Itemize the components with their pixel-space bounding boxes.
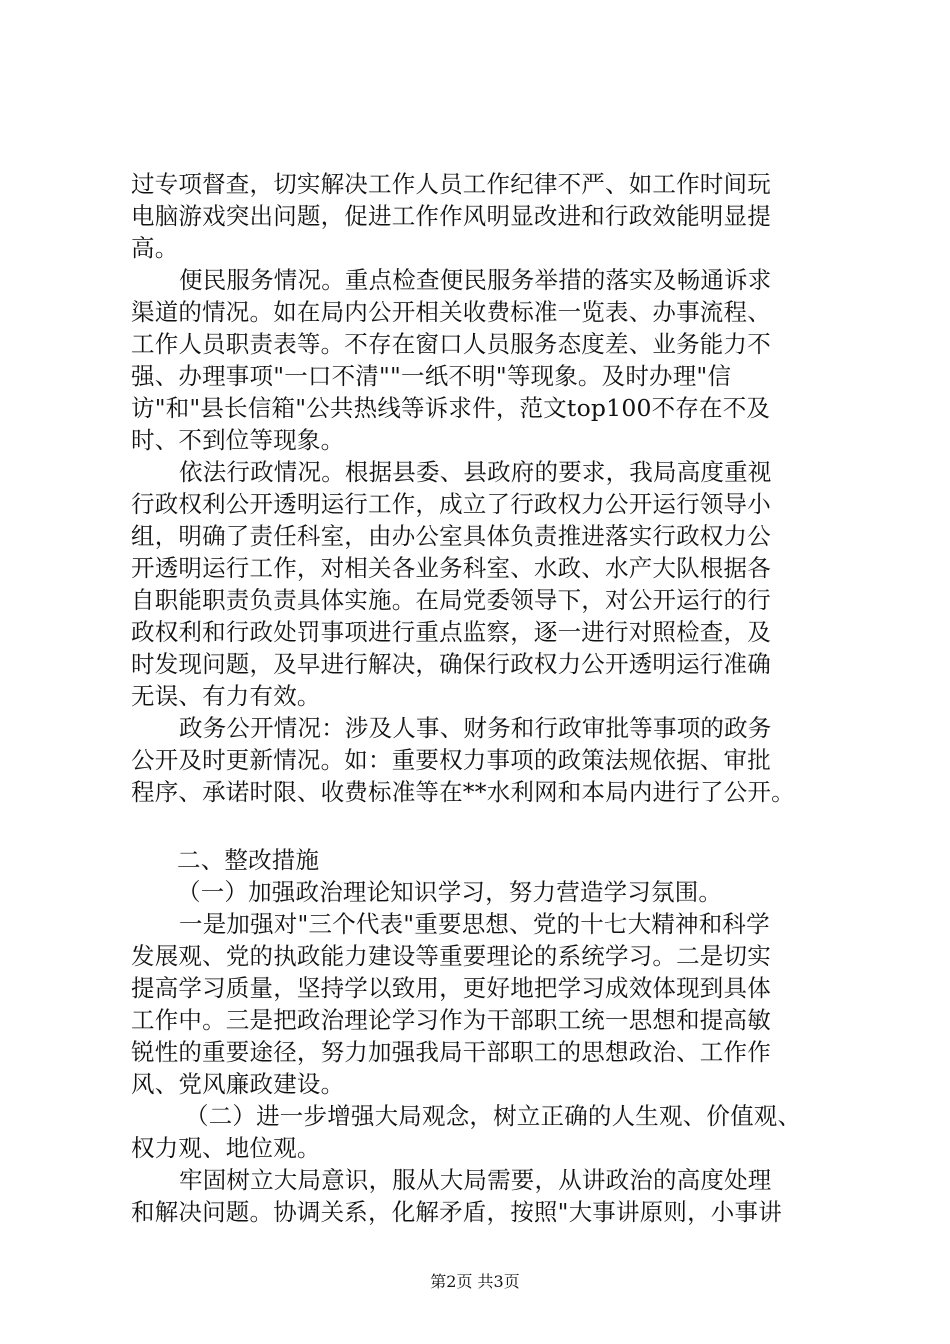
document-body [131,168,841,1228]
text-line: 访"和"县长信箱"公共热线等诉求件，范文top100不存在不及 [131,394,771,422]
text-line: 时发现问题，及早进行解决，确保行政权力公开透明运行准确 [131,650,771,678]
text-line: 渠道的情况。如在局内公开相关收费标准一览表、办事流程、 [131,298,771,326]
text-line: 和解决问题。协调关系，化解矛盾，按照"大事讲原则，小事讲 [131,1198,782,1226]
text-line: 时、不到位等现象。 [131,426,345,454]
text-line: 工作中。三是把政治理论学习作为干部职工统一思想和提高敏 [131,1006,771,1034]
text-line: 组，明确了责任科室，由办公室具体负责推进落实行政权力公 [131,522,771,550]
text-line: 公开及时更新情况。如：重要权力事项的政策法规依据、审批 [131,746,771,774]
text-line: 发展观、党的执政能力建设等重要理论的系统学习。二是切实 [131,942,771,970]
text-line: 权力观、地位观。 [131,1134,321,1162]
text-line: 工作人员职责表等。不存在窗口人员服务态度差、业务能力不 [131,330,771,358]
text-line: 高。 [131,234,179,262]
text-line: 依法行政情况。根据县委、县政府的要求，我局高度重视 [179,458,772,486]
page-footer [0,1272,950,1292]
text-line: 一是加强对"三个代表"重要思想、党的十七大精神和科学 [179,910,770,938]
text-line: 便民服务情况。重点检查便民服务举措的落实及畅通诉求 [179,266,772,294]
text-line: 强、办理事项"一口不清""一纸不明"等现象。及时办理"信 [131,362,732,390]
text-line: 政权利和行政处罚事项进行重点监察，逐一进行对照检查，及 [131,618,771,646]
text-line: 牢固树立大局意识，服从大局需要，从讲政治的高度处理 [179,1166,772,1194]
paragraph-gap [131,808,841,844]
text-line: 过专项督查，切实解决工作人员工作纪律不严、如工作时间玩 [131,170,771,198]
text-line: 程序、承诺时限、收费标准等在**水利网和本局内进行了公开。 [131,778,795,806]
subsection-heading: （一）加强政治理论知识学习，努力营造学习氛围。 [177,878,723,906]
text-line: 电脑游戏突出问题，促进工作作风明显改进和行政效能明显提 [131,202,771,230]
subsection-heading: （二）进一步增强大局观念，树立正确的人生观、价值观、 [185,1102,802,1130]
text-line: 提高学习质量，坚持学以致用，更好地把学习成效体现到具体 [131,974,771,1002]
text-line: 锐性的重要途径，努力加强我局干部职工的思想政治、工作作 [131,1038,771,1066]
text-line: 无误、有力有效。 [131,682,321,710]
section-heading: 二、整改措施 [177,846,320,874]
text-line: 开透明运行工作，对相关各业务科室、水政、水产大队根据各 [131,554,771,582]
text-line: 政务公开情况：涉及人事、财务和行政审批等事项的政务 [179,714,772,742]
text-line: 行政权利公开透明运行工作，成立了行政权力公开运行领导小 [131,490,771,518]
page-number: 第2页 共3页 [430,1272,520,1291]
text-line: 风、党风廉政建设。 [131,1070,345,1098]
text-line: 自职能职责负责具体实施。在局党委领导下，对公开运行的行 [131,586,771,614]
